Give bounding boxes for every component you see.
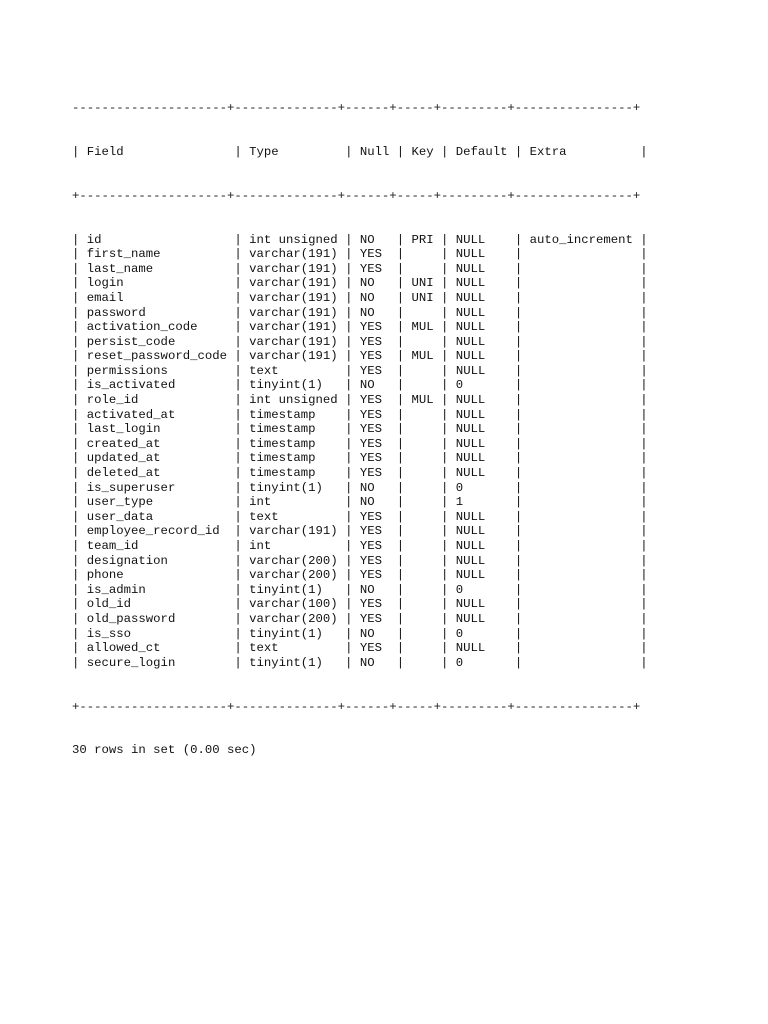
table-row: | employee_record_id | varchar(191) | YES | | NULL | |	[72, 524, 648, 539]
cell-type: varchar(191)	[249, 334, 338, 349]
cell-type: varchar(191)	[249, 320, 338, 335]
table-row: | allowed_ct | text | YES | | NULL | |	[72, 641, 648, 656]
cell-field: role_id	[86, 393, 139, 408]
table-row: | secure_login | tinyint(1) | NO | | 0 | |	[72, 655, 648, 670]
cell-field: employee_record_id	[86, 524, 220, 539]
column-header-type: Type	[249, 144, 279, 159]
cell-null: YES	[359, 553, 382, 568]
cell-default: NULL	[455, 466, 486, 481]
cell-type: varchar(191)	[249, 524, 338, 539]
cell-field: reset_password_code	[86, 349, 227, 364]
table-row: | persist_code | varchar(191) | YES | | NULL | |	[72, 334, 648, 349]
cell-null: YES	[359, 611, 382, 626]
cell-default: 0	[455, 378, 464, 393]
cell-field: activated_at	[86, 407, 176, 422]
cell-null: NO	[359, 276, 375, 291]
cell-field: last_login	[86, 422, 161, 437]
cell-default: NULL	[455, 524, 486, 539]
cell-type: varchar(100)	[249, 597, 338, 612]
cell-null: YES	[359, 320, 382, 335]
table-top-border: ---------------------+--------------+------+-----+---------+----------------+	[72, 101, 641, 116]
cell-key: UNI	[411, 276, 434, 291]
cell-default: 0	[455, 480, 464, 495]
cell-default: NULL	[455, 334, 486, 349]
cell-default: NULL	[455, 422, 486, 437]
cell-key: MUL	[411, 320, 434, 335]
cell-field: permissions	[86, 363, 168, 378]
cell-null: NO	[359, 655, 375, 670]
cell-type: varchar(191)	[249, 261, 338, 276]
cell-type: timestamp	[249, 466, 316, 481]
cell-default: NULL	[455, 393, 486, 408]
result-summary: 30 rows in set (0.00 sec)	[72, 743, 257, 758]
cell-type: timestamp	[249, 451, 316, 466]
cell-null: YES	[359, 261, 382, 276]
column-header-extra: Extra	[529, 144, 567, 159]
cell-null: YES	[359, 407, 382, 422]
cell-null: NO	[359, 480, 375, 495]
cell-null: YES	[359, 363, 382, 378]
cell-key: PRI	[411, 232, 434, 247]
cell-null: YES	[359, 436, 382, 451]
cell-default: NULL	[455, 436, 486, 451]
cell-field: old_password	[86, 611, 176, 626]
cell-field: is_activated	[86, 378, 176, 393]
cell-field: deleted_at	[86, 466, 161, 481]
cell-type: text	[249, 641, 279, 656]
cell-default: NULL	[455, 232, 486, 247]
cell-key: MUL	[411, 349, 434, 364]
cell-default: 1	[455, 495, 464, 510]
cell-default: NULL	[455, 276, 486, 291]
cell-default: NULL	[455, 320, 486, 335]
table-header-border: +--------------------+--------------+------+-----+---------+----------------+	[72, 188, 641, 203]
cell-field: team_id	[86, 539, 139, 553]
cell-null: YES	[359, 641, 382, 656]
cell-field: designation	[86, 553, 168, 568]
cell-type: varchar(191)	[249, 349, 338, 364]
cell-field: allowed_ct	[86, 641, 161, 656]
cell-null: YES	[359, 509, 382, 524]
table-row: | is_activated | tinyint(1) | NO | | 0 | |	[72, 378, 648, 393]
cell-default: 0	[455, 626, 464, 641]
cell-field: persist_code	[86, 334, 176, 349]
cell-type: tinyint(1)	[249, 582, 323, 597]
cell-type: varchar(191)	[249, 305, 338, 320]
table-row: | activation_code | varchar(191) | YES | MUL | NULL | |	[72, 320, 648, 335]
cell-null: NO	[359, 378, 375, 393]
cell-field: is_admin	[86, 582, 146, 597]
table-row: | old_id | varchar(100) | YES | | NULL | |	[72, 597, 648, 612]
cell-default: 0	[455, 582, 464, 597]
cell-default: NULL	[455, 407, 486, 422]
cell-field: old_id	[86, 597, 132, 612]
cell-type: tinyint(1)	[249, 378, 323, 393]
cell-default: NULL	[455, 349, 486, 364]
cell-field: secure_login	[86, 655, 176, 670]
cell-type: timestamp	[249, 436, 316, 451]
cell-field: id	[86, 232, 102, 247]
cell-null: NO	[359, 495, 375, 510]
cell-default: NULL	[455, 509, 486, 524]
cell-null: NO	[359, 232, 375, 247]
cell-extra: auto_increment	[529, 232, 633, 247]
cell-default: NULL	[455, 290, 486, 305]
table-row: | old_password | varchar(200) | YES | | NULL | |	[72, 611, 648, 626]
cell-null: YES	[359, 393, 382, 408]
cell-type: timestamp	[249, 422, 316, 437]
cell-null: NO	[359, 290, 375, 305]
console-output	[72, 72, 648, 773]
cell-null: YES	[359, 568, 382, 583]
cell-default: NULL	[455, 553, 486, 568]
table-row: | last_name | varchar(191) | YES | | NULL | |	[72, 261, 648, 276]
table-row: | is_superuser | tinyint(1) | NO | | 0 | |	[72, 480, 648, 495]
cell-default: NULL	[455, 611, 486, 626]
cell-field: created_at	[86, 436, 161, 451]
cell-field: user_data	[86, 509, 154, 524]
cell-default: NULL	[455, 597, 486, 612]
cell-field: phone	[86, 568, 124, 583]
table-row: | role_id | int unsigned | YES | MUL | NULL | |	[72, 393, 648, 408]
table-row: | team_id | int | YES | | NULL | |	[72, 539, 648, 553]
cell-field: last_name	[86, 261, 154, 276]
cell-field: is_superuser	[86, 480, 176, 495]
table-row: | created_at | timestamp | YES | | NULL | |	[72, 436, 648, 451]
cell-key: UNI	[411, 290, 434, 305]
column-header-default: Default	[455, 144, 508, 159]
cell-null: YES	[359, 349, 382, 364]
cell-type: timestamp	[249, 407, 316, 422]
column-header-null: Null	[359, 144, 390, 159]
table-row: | user_type | int | NO | | 1 | |	[72, 495, 648, 510]
cell-null: NO	[359, 582, 375, 597]
cell-type: text	[249, 509, 279, 524]
cell-type: tinyint(1)	[249, 655, 323, 670]
cell-null: YES	[359, 466, 382, 481]
cell-null: YES	[359, 422, 382, 437]
table-row: | user_data | text | YES | | NULL | |	[72, 509, 648, 524]
cell-field: first_name	[86, 247, 161, 262]
cell-field: updated_at	[86, 451, 161, 466]
cell-null: YES	[359, 334, 382, 349]
cell-type: varchar(200)	[249, 568, 338, 583]
table-row: | is_sso | tinyint(1) | NO | | 0 | |	[72, 626, 648, 641]
cell-field: login	[86, 276, 124, 291]
cell-field: email	[86, 290, 124, 305]
table-row: | password | varchar(191) | NO | | NULL | |	[72, 305, 648, 320]
cell-null: YES	[359, 524, 382, 539]
cell-key: MUL	[411, 393, 434, 408]
cell-null: NO	[359, 626, 375, 641]
cell-type: int	[249, 495, 272, 510]
table-row: | id | int unsigned | NO | PRI | NULL | auto_increment |	[72, 232, 648, 247]
cell-type: int	[249, 539, 272, 553]
cell-type: varchar(191)	[249, 247, 338, 262]
table-row: | reset_password_code | varchar(191) | YES | MUL | NULL | |	[72, 349, 648, 364]
table-row: | permissions | text | YES | | NULL | |	[72, 363, 648, 378]
cell-type: varchar(200)	[249, 553, 338, 568]
cell-type: int unsigned	[249, 393, 338, 408]
cell-type: varchar(191)	[249, 276, 338, 291]
cell-null: NO	[359, 305, 375, 320]
cell-null: YES	[359, 539, 382, 553]
cell-default: NULL	[455, 539, 486, 553]
cell-field: password	[86, 305, 146, 320]
table-row: | is_admin | tinyint(1) | NO | | 0 | |	[72, 582, 648, 597]
cell-type: tinyint(1)	[249, 480, 323, 495]
cell-null: YES	[359, 597, 382, 612]
cell-default: NULL	[455, 451, 486, 466]
cell-default: NULL	[455, 247, 486, 262]
table-row: | email | varchar(191) | NO | UNI | NULL | |	[72, 290, 648, 305]
table-row: | updated_at | timestamp | YES | | NULL | |	[72, 451, 648, 466]
cell-field: is_sso	[86, 626, 132, 641]
table-bottom-border: +--------------------+--------------+------+-----+---------+----------------+	[72, 699, 641, 714]
cell-type: varchar(191)	[249, 290, 338, 305]
cell-null: YES	[359, 247, 382, 262]
cell-default: NULL	[455, 305, 486, 320]
table-row: | phone | varchar(200) | YES | | NULL | |	[72, 568, 648, 583]
cell-default: NULL	[455, 568, 486, 583]
cell-default: NULL	[455, 363, 486, 378]
column-header-field: Field	[86, 144, 124, 159]
cell-type: int unsigned	[249, 232, 338, 247]
cell-field: user_type	[86, 495, 154, 510]
table-body	[72, 233, 648, 671]
cell-default: 0	[455, 655, 464, 670]
cell-type: text	[249, 363, 279, 378]
cell-default: NULL	[455, 641, 486, 656]
table-row: | first_name | varchar(191) | YES | | NULL | |	[72, 247, 648, 262]
table-row: | activated_at | timestamp | YES | | NULL | |	[72, 407, 648, 422]
cell-field: activation_code	[86, 320, 198, 335]
table-row: | deleted_at | timestamp | YES | | NULL | |	[72, 466, 648, 481]
column-header-key: Key	[411, 144, 434, 159]
table-row: | designation | varchar(200) | YES | | NULL | |	[72, 553, 648, 568]
table-row: | login | varchar(191) | NO | UNI | NULL | |	[72, 276, 648, 291]
cell-default: NULL	[455, 261, 486, 276]
cell-null: YES	[359, 451, 382, 466]
cell-type: varchar(200)	[249, 611, 338, 626]
table-header-row: | Field | Type | Null | Key | Default | Extra |	[72, 144, 648, 159]
table-row: | last_login | timestamp | YES | | NULL | |	[72, 422, 648, 437]
cell-type: tinyint(1)	[249, 626, 323, 641]
